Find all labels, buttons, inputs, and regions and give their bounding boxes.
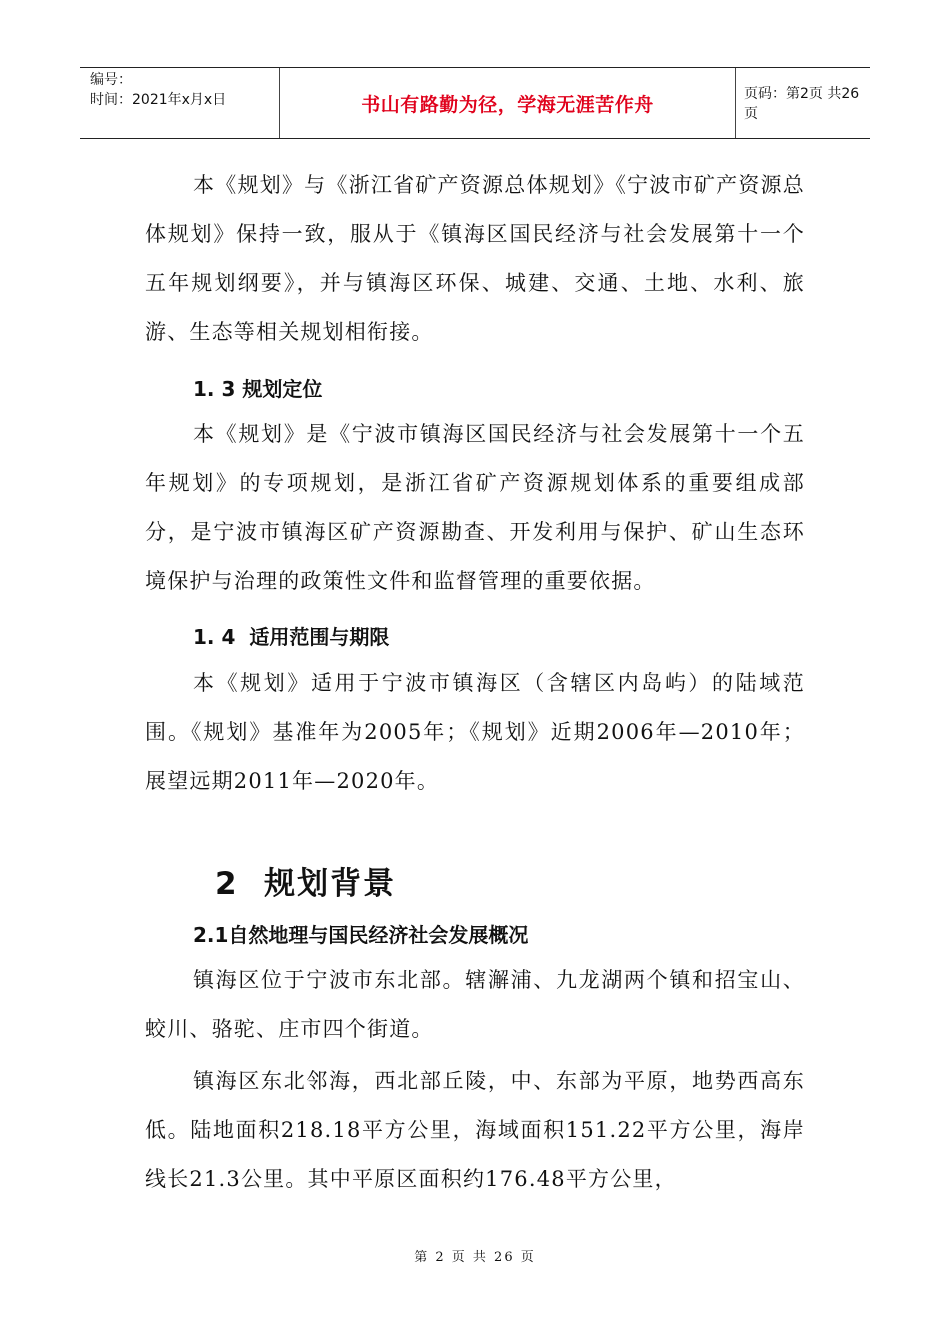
time-label: 时间：2021年x月x日 [90, 92, 227, 108]
paragraph-consistency: 本《规划》与《浙江省矿产资源总体规划》《宁波市矿产资源总体规划》保持一致，服从于《镇海区国民经济与社会发展第十一个五年规划纲要》，并与镇海区环保、城建、交通、土地、水利、旅游、生态等相关规划相衔接。 [145, 173, 805, 344]
page-info: 页码：第2页 共26页 [744, 86, 860, 122]
heading-1-3: 1. 3 规划定位 [193, 377, 323, 401]
header-motto-cell [280, 68, 736, 138]
heading-2: 2 规划背景 [215, 866, 397, 902]
heading-2-1: 2.1自然地理与国民经济社会发展概况 [193, 923, 529, 947]
paragraph-scope: 本《规划》适用于宁波市镇海区（含辖区内岛屿）的陆域范围。《规划》基准年为2005年；《规划》近期2006年—2010年；展望远期2011年—2020年。 [145, 671, 805, 793]
number-label: 编号： [90, 72, 132, 88]
paragraph-location: 镇海区位于宁波市东北部。辖澥浦、九龙湖两个镇和招宝山、蛟川、骆驼、庄市四个街道。 [145, 968, 805, 1041]
paragraph-geography: 镇海区东北邻海，西北部丘陵，中、东部为平原，地势西高东低。陆地面积218.18平方公里，海域面积151.22平方公里，海岸线长21.3公里。其中平原区面积约176.48平方公里， [145, 1069, 805, 1191]
header-table [80, 67, 870, 139]
header-meta-cell [80, 68, 280, 138]
heading-1-4: 1. 4 适用范围与期限 [193, 625, 390, 649]
paragraph-positioning: 本《规划》是《宁波市镇海区国民经济与社会发展第十一个五年规划》的专项规划，是浙江省矿产资源规划体系的重要组成部分，是宁波市镇海区矿产资源勘查、开发利用与保护、矿山生态环境保护与治理的政策性文件和监督管理的重要依据。 [145, 422, 805, 593]
page-footer: 第 2 页 共 26 页 [414, 1250, 536, 1265]
motto-text: 书山有路勤为径，学海无涯苦作舟 [361, 93, 654, 116]
